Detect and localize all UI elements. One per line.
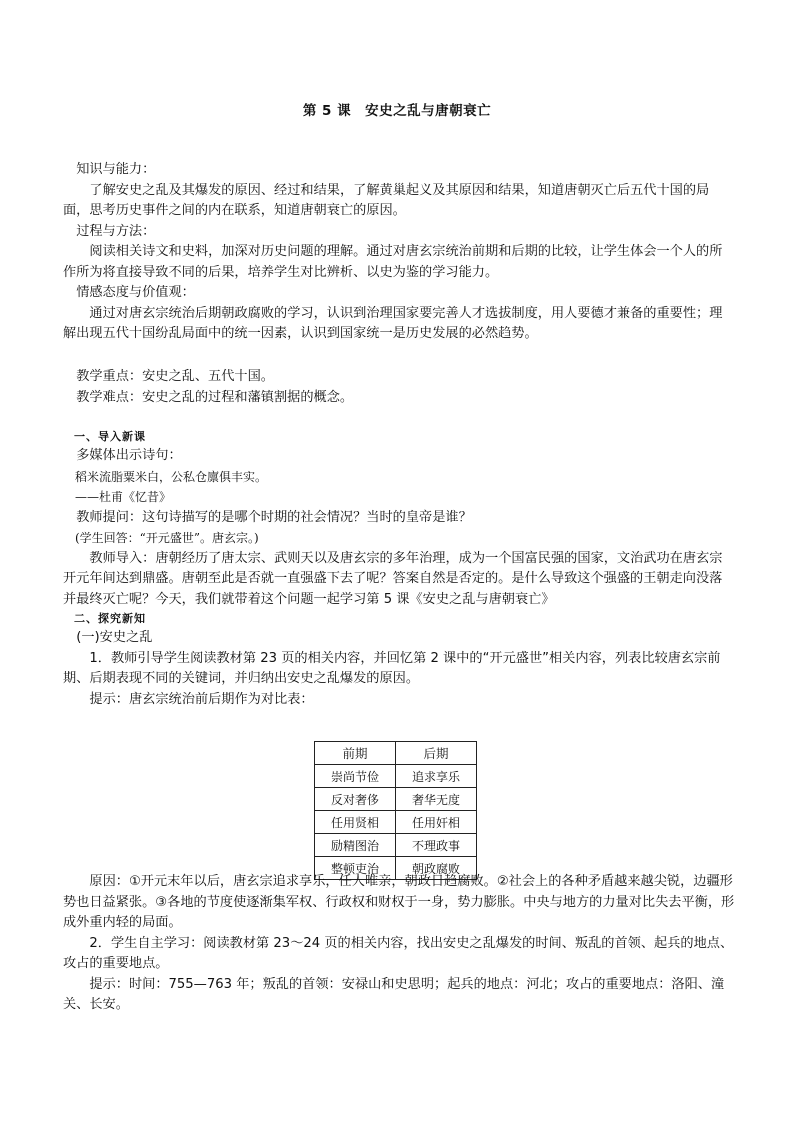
reason-text: 原因：①开元末年以后，唐玄宗追求享乐，任人唯亲，朝政日趋腐败。②社会上的各种矛盾越来越尖锐，边疆形势也日益紧张。③各地的节度使逐渐集军权、行政权和财权于一身，势力膨胀。中央与地方的力量对比失去平衡，形成外重内轻的局面。 — [63, 874, 735, 930]
table-header-row — [315, 742, 477, 765]
table-cell: 任用奸相 — [396, 811, 477, 834]
section1-heading: 一、导入新课 — [74, 430, 146, 443]
table-row — [315, 834, 477, 857]
table-cell: 朝政腐败 — [396, 857, 477, 880]
student-answer: (学生回答：“开元盛世”。唐玄宗。) — [75, 531, 259, 545]
table-cell: 追求享乐 — [396, 765, 477, 788]
multimedia-line: 多媒体出示诗句： — [76, 448, 182, 463]
table-row — [315, 765, 477, 788]
teacher-question: 教师提问：这句诗描写的是哪个时期的社会情况？当时的皇帝是谁？ — [76, 509, 472, 525]
table-cell: 整顿吏治 — [315, 857, 396, 880]
section2-heading: 二、探究新知 — [74, 612, 146, 625]
page-title: 第 5 课 安史之乱与唐朝衰亡 — [302, 103, 492, 119]
hint-one: 提示：唐玄宗统治前后期作为对比表： — [89, 691, 314, 707]
subsection-heading: (一)安史之乱 — [76, 630, 153, 645]
key-point: 教学重点：安史之乱、五代十国。 — [76, 369, 274, 384]
focus-section — [63, 367, 735, 408]
table-cell: 反对奢侈 — [315, 788, 396, 811]
poem-line: 稻米流脂粟米白，公私仓廪俱丰实。 — [75, 469, 268, 484]
difficulty: 教学难点：安史之乱的过程和藩镇割据的概念。 — [76, 389, 354, 405]
poem-source: ——杜甫《忆昔》 — [75, 490, 172, 504]
table-cell: 不理政事 — [396, 834, 477, 857]
table-cell: 任用贤相 — [315, 811, 396, 834]
table-header-late: 后期 — [396, 742, 477, 765]
item-two: 2．学生自主学习：阅读教材第 23～24 页的相关内容，找出安史之乱爆发的时间、叛乱的首领、起兵的地点、攻占的重要地点。 — [63, 935, 734, 971]
item-one: 1．教师引导学生阅读教材第 23 页的相关内容，并回忆第 2 课中的“开元盛世”相关内容，列表比较唐玄宗前期、后期表现不同的关键词，并归纳出安史之乱爆发的原因。 — [63, 650, 721, 686]
objectives-section — [63, 160, 735, 345]
comparison-table — [314, 741, 477, 880]
process-text: 阅读相关诗文和史料，加深对历史问题的理解。通过对唐玄宗统治前期和后期的比较，让学生体会一个人的所作所为将直接导致不同的后果，培养学生对比辨析、以史为鉴的学习能力。 — [63, 244, 723, 280]
table-row — [315, 811, 477, 834]
analysis-section — [63, 872, 735, 1016]
knowledge-text: 了解安史之乱及其爆发的原因、经过和结果，了解黄巢起义及其原因和结果，知道唐朝灭亡后五代十国的局面，思考历史事件之间的内在联系，知道唐朝衰亡的原因。 — [63, 182, 710, 218]
table-cell: 崇尚节俭 — [315, 765, 396, 788]
table-cell: 励精图治 — [315, 834, 396, 857]
teacher-intro: 教师导入：唐朝经历了唐太宗、武则天以及唐玄宗的多年治理，成为一个国富民强的国家，文治武功在唐玄宗开元年间达到鼎盛。唐朝至此是否就一直强盛下去了呢？答案自然是否定的。是什么导致这个强盛的王朝走向没落并最终灭亡呢？今天，我们就带着这个问题一起学习第 5 课《安史之乱与唐朝衰亡》 — [63, 550, 723, 607]
knowledge-label: 知识与能力： — [76, 162, 156, 177]
emotion-label: 情感态度与价值观： — [76, 285, 195, 300]
process-label: 过程与方法： — [76, 223, 156, 239]
table-row — [315, 788, 477, 811]
emotion-text: 通过对唐玄宗统治后期朝政腐败的学习，认识到治理国家要完善人才选拔制度，用人要德才兼备的重要性；理解出现五代十国纷乱局面中的统一因素，认识到国家统一是历史发展的必然趋势。 — [63, 305, 723, 341]
intro-section — [63, 428, 735, 710]
hint-two: 提示：时间：755—763 年；叛乱的首领：安禄山和史思明；起兵的地点：河北；攻占的重要地点：洛阳、潼关、长安。 — [63, 976, 725, 1012]
table-header-early: 前期 — [315, 742, 396, 765]
table-cell: 奢华无度 — [396, 788, 477, 811]
